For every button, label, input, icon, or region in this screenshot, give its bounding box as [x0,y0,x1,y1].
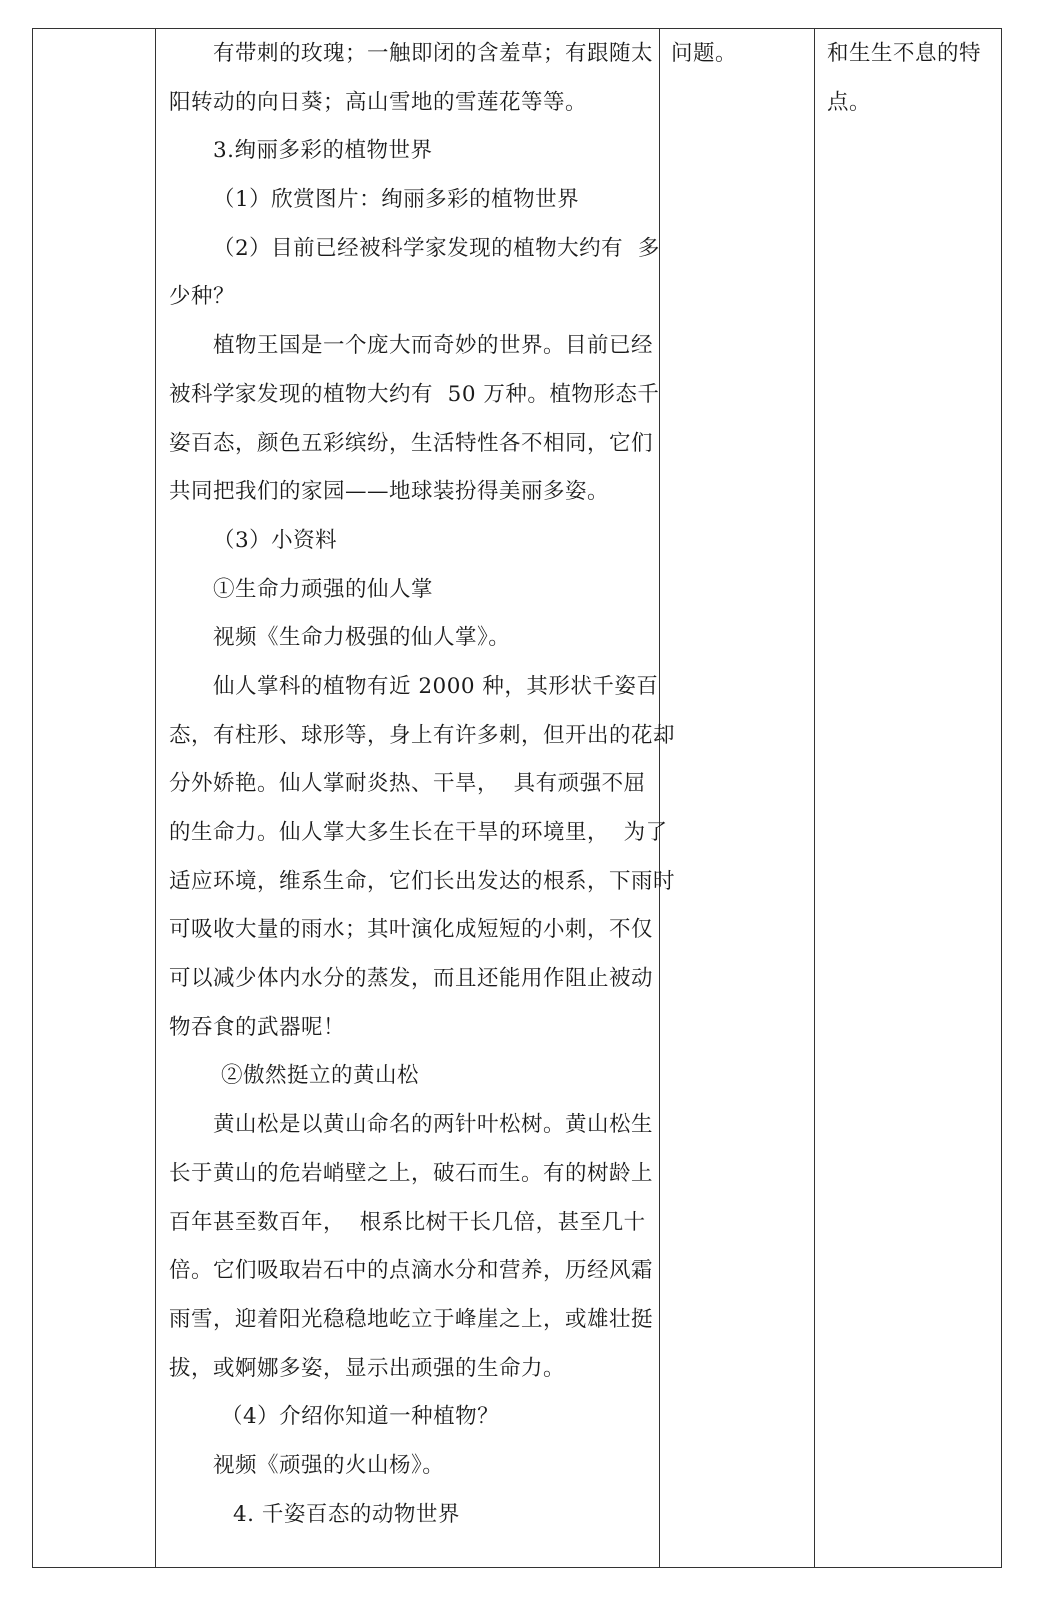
body-text-line: 可以减少体内水分的蒸发，而且还能用作阻止被动 [169,966,654,992]
body-text-line: （3）小资料 [213,527,338,553]
body-text-line: 的生命力。仙人掌大多生长在干旱的环境里， 为了 [169,820,668,845]
body-text-line: 有带刺的玫瑰；一触即闭的含羞草；有跟随太 [213,41,654,66]
body-text-line: 倍。它们吸取岩石中的点滴水分和营养，历经风霜 [169,1258,654,1284]
body-text-line: 物吞食的武器呢！ [169,1014,346,1040]
body-text-line: 适应环境，维系生命，它们长出发达的根系，下雨时 [169,868,676,894]
body-text-line: ②傲然挺立的黄山松 [221,1063,420,1089]
body-text-line: 仙人掌科的植物有近 2000 种，其形状千姿百 [213,673,659,699]
body-text-line: （2）目前已经被科学家发现的植物大约有 多 [213,235,660,261]
body-text-line: 视频《顽强的火山杨》。 [213,1452,445,1478]
body-text-line: 少种？ [169,284,236,310]
lesson-plan-table [32,28,1002,1568]
body-text-line: 阳转动的向日葵；高山雪地的雪莲花等等。 [169,89,588,115]
design-intent-line: 点。 [827,89,872,115]
body-text-line: 百年甚至数百年， 根系比树干长几倍，甚至几十 [169,1209,646,1235]
body-text-line: 长于黄山的危岩峭壁之上，破石而生。有的树龄上 [169,1160,654,1186]
body-text-line: 雨雪，迎着阳光稳稳地屹立于峰崖之上，或雄壮挺 [169,1306,654,1332]
design-intent-column [827,29,995,127]
body-text-line: 分外娇艳。仙人掌耐炎热、干旱， 具有顽强不屈 [169,771,646,797]
body-text-line: 态，有柱形、球形等，身上有许多刺，但开出的花却 [169,722,676,748]
body-text-line: 视频《生命力极强的仙人掌》。 [213,625,511,651]
body-text-line: 植物王国是一个庞大而奇妙的世界。目前已经 [213,333,654,359]
column-divider-1 [155,29,156,1567]
column-divider-3 [814,29,815,1567]
body-text-line: （1）欣赏图片：绚丽多彩的植物世界 [213,187,580,213]
body-text-line: 共同把我们的家园——地球装扮得美丽多姿。 [169,479,610,505]
design-intent-line: 和生生不息的特 [827,41,982,66]
body-text-line: 拔，或婀娜多姿，显示出顽强的生命力。 [169,1355,566,1381]
body-text-line: （4）介绍你知道一种植物？ [221,1404,500,1430]
student-activity-line: 问题。 [671,41,738,66]
body-text-line: 黄山松是以黄山命名的两针叶松树。黄山松生 [213,1112,654,1138]
body-text-line: 4. 千姿百态的动物世界 [233,1501,460,1527]
body-text-line: 被科学家发现的植物大约有 50 万种。植物形态千 [169,381,660,407]
body-text-line: 可吸收大量的雨水；其叶演化成短短的小刺，不仅 [169,917,654,943]
body-text-line: 姿百态，颜色五彩缤纷，生活特性各不相同，它们 [169,430,654,456]
body-text-line: 3.绚丽多彩的植物世界 [213,138,433,164]
student-activity-column [671,29,806,79]
body-text-line: ①生命力顽强的仙人掌 [213,576,434,602]
teaching-process-column [169,29,676,1539]
